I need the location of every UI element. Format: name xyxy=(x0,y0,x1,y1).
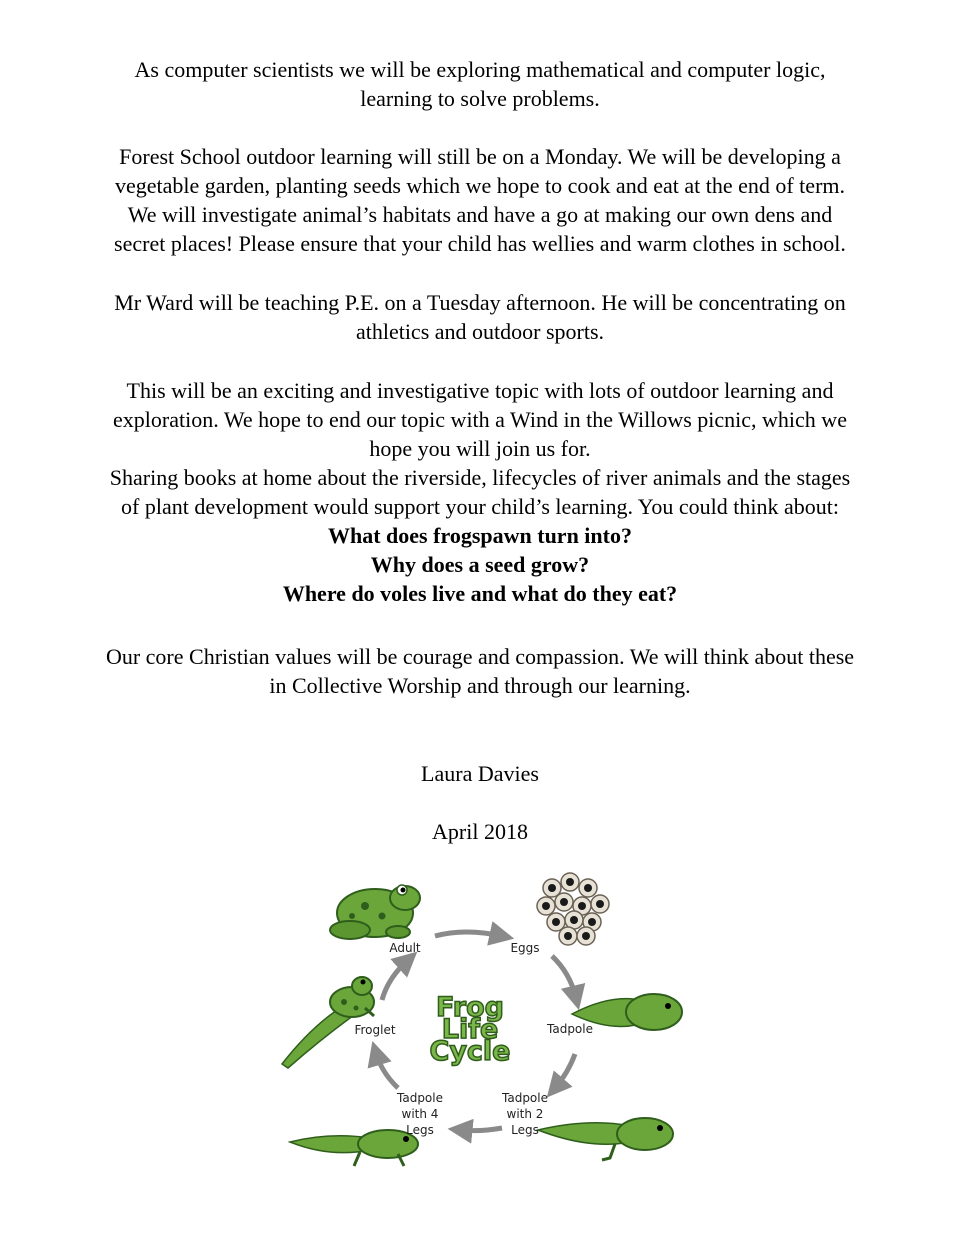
stage-label-tadpole: Tadpole xyxy=(547,1022,593,1036)
paragraph-topic xyxy=(0,376,960,608)
egg-yolk xyxy=(548,884,556,892)
egg-yolk xyxy=(596,900,604,908)
text-line: Forest School outdoor learning will still be on a Monday. We will be developing a xyxy=(119,144,841,169)
egg-yolk xyxy=(560,898,568,906)
svg-text:with 4: with 4 xyxy=(401,1107,439,1121)
arrow-tadpole-to-tadpole2 xyxy=(555,1054,575,1088)
paragraph-computer-science xyxy=(0,55,960,113)
text-line: in Collective Worship and through our learning. xyxy=(269,673,691,698)
egg-yolk xyxy=(564,932,572,940)
text-line: of plant development would support your child’s learning. You could think about: xyxy=(121,494,839,519)
question: Why does a seed grow? xyxy=(370,552,590,577)
arrow-adult-to-eggs xyxy=(435,932,502,936)
arrow-eggs-to-tadpole xyxy=(552,956,576,998)
egg-yolk xyxy=(578,902,586,910)
svg-text:Tadpole: Tadpole xyxy=(502,1091,548,1105)
text-line: athletics and outdoor sports. xyxy=(355,319,605,344)
text-line: As computer scientists we will be exploring mathematical and computer logic, xyxy=(134,57,826,82)
paragraph-values xyxy=(0,642,960,700)
paragraph-pe xyxy=(0,288,960,346)
text-line: vegetable garden, planting seeds which we hope to cook and eat at the end of term. xyxy=(114,173,846,198)
text-line: This will be an exciting and investigative topic with lots of outdoor learning and xyxy=(126,378,834,403)
stage-label-froglet: Froglet xyxy=(354,1023,396,1037)
text-line: exploration. We hope to end our topic with a Wind in the Willows picnic, which we xyxy=(113,407,847,432)
egg-yolk xyxy=(584,884,592,892)
arrow-froglet-to-adult xyxy=(382,960,408,1000)
text-line: We will investigate animal’s habitats and have a go at making our own dens and xyxy=(127,202,833,227)
svg-text:with 2: with 2 xyxy=(506,1107,544,1121)
paragraph-forest-school xyxy=(0,142,960,258)
text-line: learning to solve problems. xyxy=(360,86,600,111)
question: Where do voles live and what do they eat? xyxy=(282,581,678,606)
question: What does frogspawn turn into? xyxy=(328,523,632,548)
text-line: Sharing books at home about the riverside, lifecycles of river animals and the stages xyxy=(109,465,851,490)
eggs-icon xyxy=(537,873,609,945)
title-line: Life xyxy=(441,1014,499,1045)
text-line: secret places! Please ensure that your child has wellies and warm clothes in school. xyxy=(114,231,846,256)
text-line: Our core Christian values will be courage and compassion. We will think about these xyxy=(105,644,855,669)
egg-yolk xyxy=(552,918,560,926)
text-line: hope you will join us for. xyxy=(369,436,591,461)
egg-yolk xyxy=(566,878,574,886)
signature-date: April 2018 xyxy=(432,819,528,844)
stage-label-adult: Adult xyxy=(389,941,421,955)
signature-name: Laura Davies xyxy=(421,761,539,786)
svg-text:Tadpole: Tadpole xyxy=(397,1091,443,1105)
stage-label-eggs: Eggs xyxy=(510,941,540,955)
svg-text:Legs: Legs xyxy=(511,1123,539,1137)
text-line: Mr Ward will be teaching P.E. on a Tuesday afternoon. He will be concentrating on xyxy=(114,290,846,315)
cycle-title xyxy=(430,992,511,1067)
tadpole-4-legs-icon xyxy=(290,1130,418,1166)
arrow-tadpole2-to-tadpole4 xyxy=(460,1128,502,1131)
egg-yolk xyxy=(570,916,578,924)
stage-label-tadpole-4-legs xyxy=(396,1091,443,1137)
frog-life-cycle-diagram xyxy=(270,868,690,1188)
title-line: Frog xyxy=(436,992,504,1023)
svg-text:Legs: Legs xyxy=(406,1123,434,1137)
arrow-tadpole4-to-froglet xyxy=(376,1053,398,1088)
egg-yolk xyxy=(582,932,590,940)
egg-yolk xyxy=(542,902,550,910)
adult-frog-icon xyxy=(330,885,420,939)
tadpole-2-legs-icon xyxy=(538,1118,673,1160)
egg-yolk xyxy=(588,918,596,926)
title-line: Cycle xyxy=(429,1036,511,1067)
